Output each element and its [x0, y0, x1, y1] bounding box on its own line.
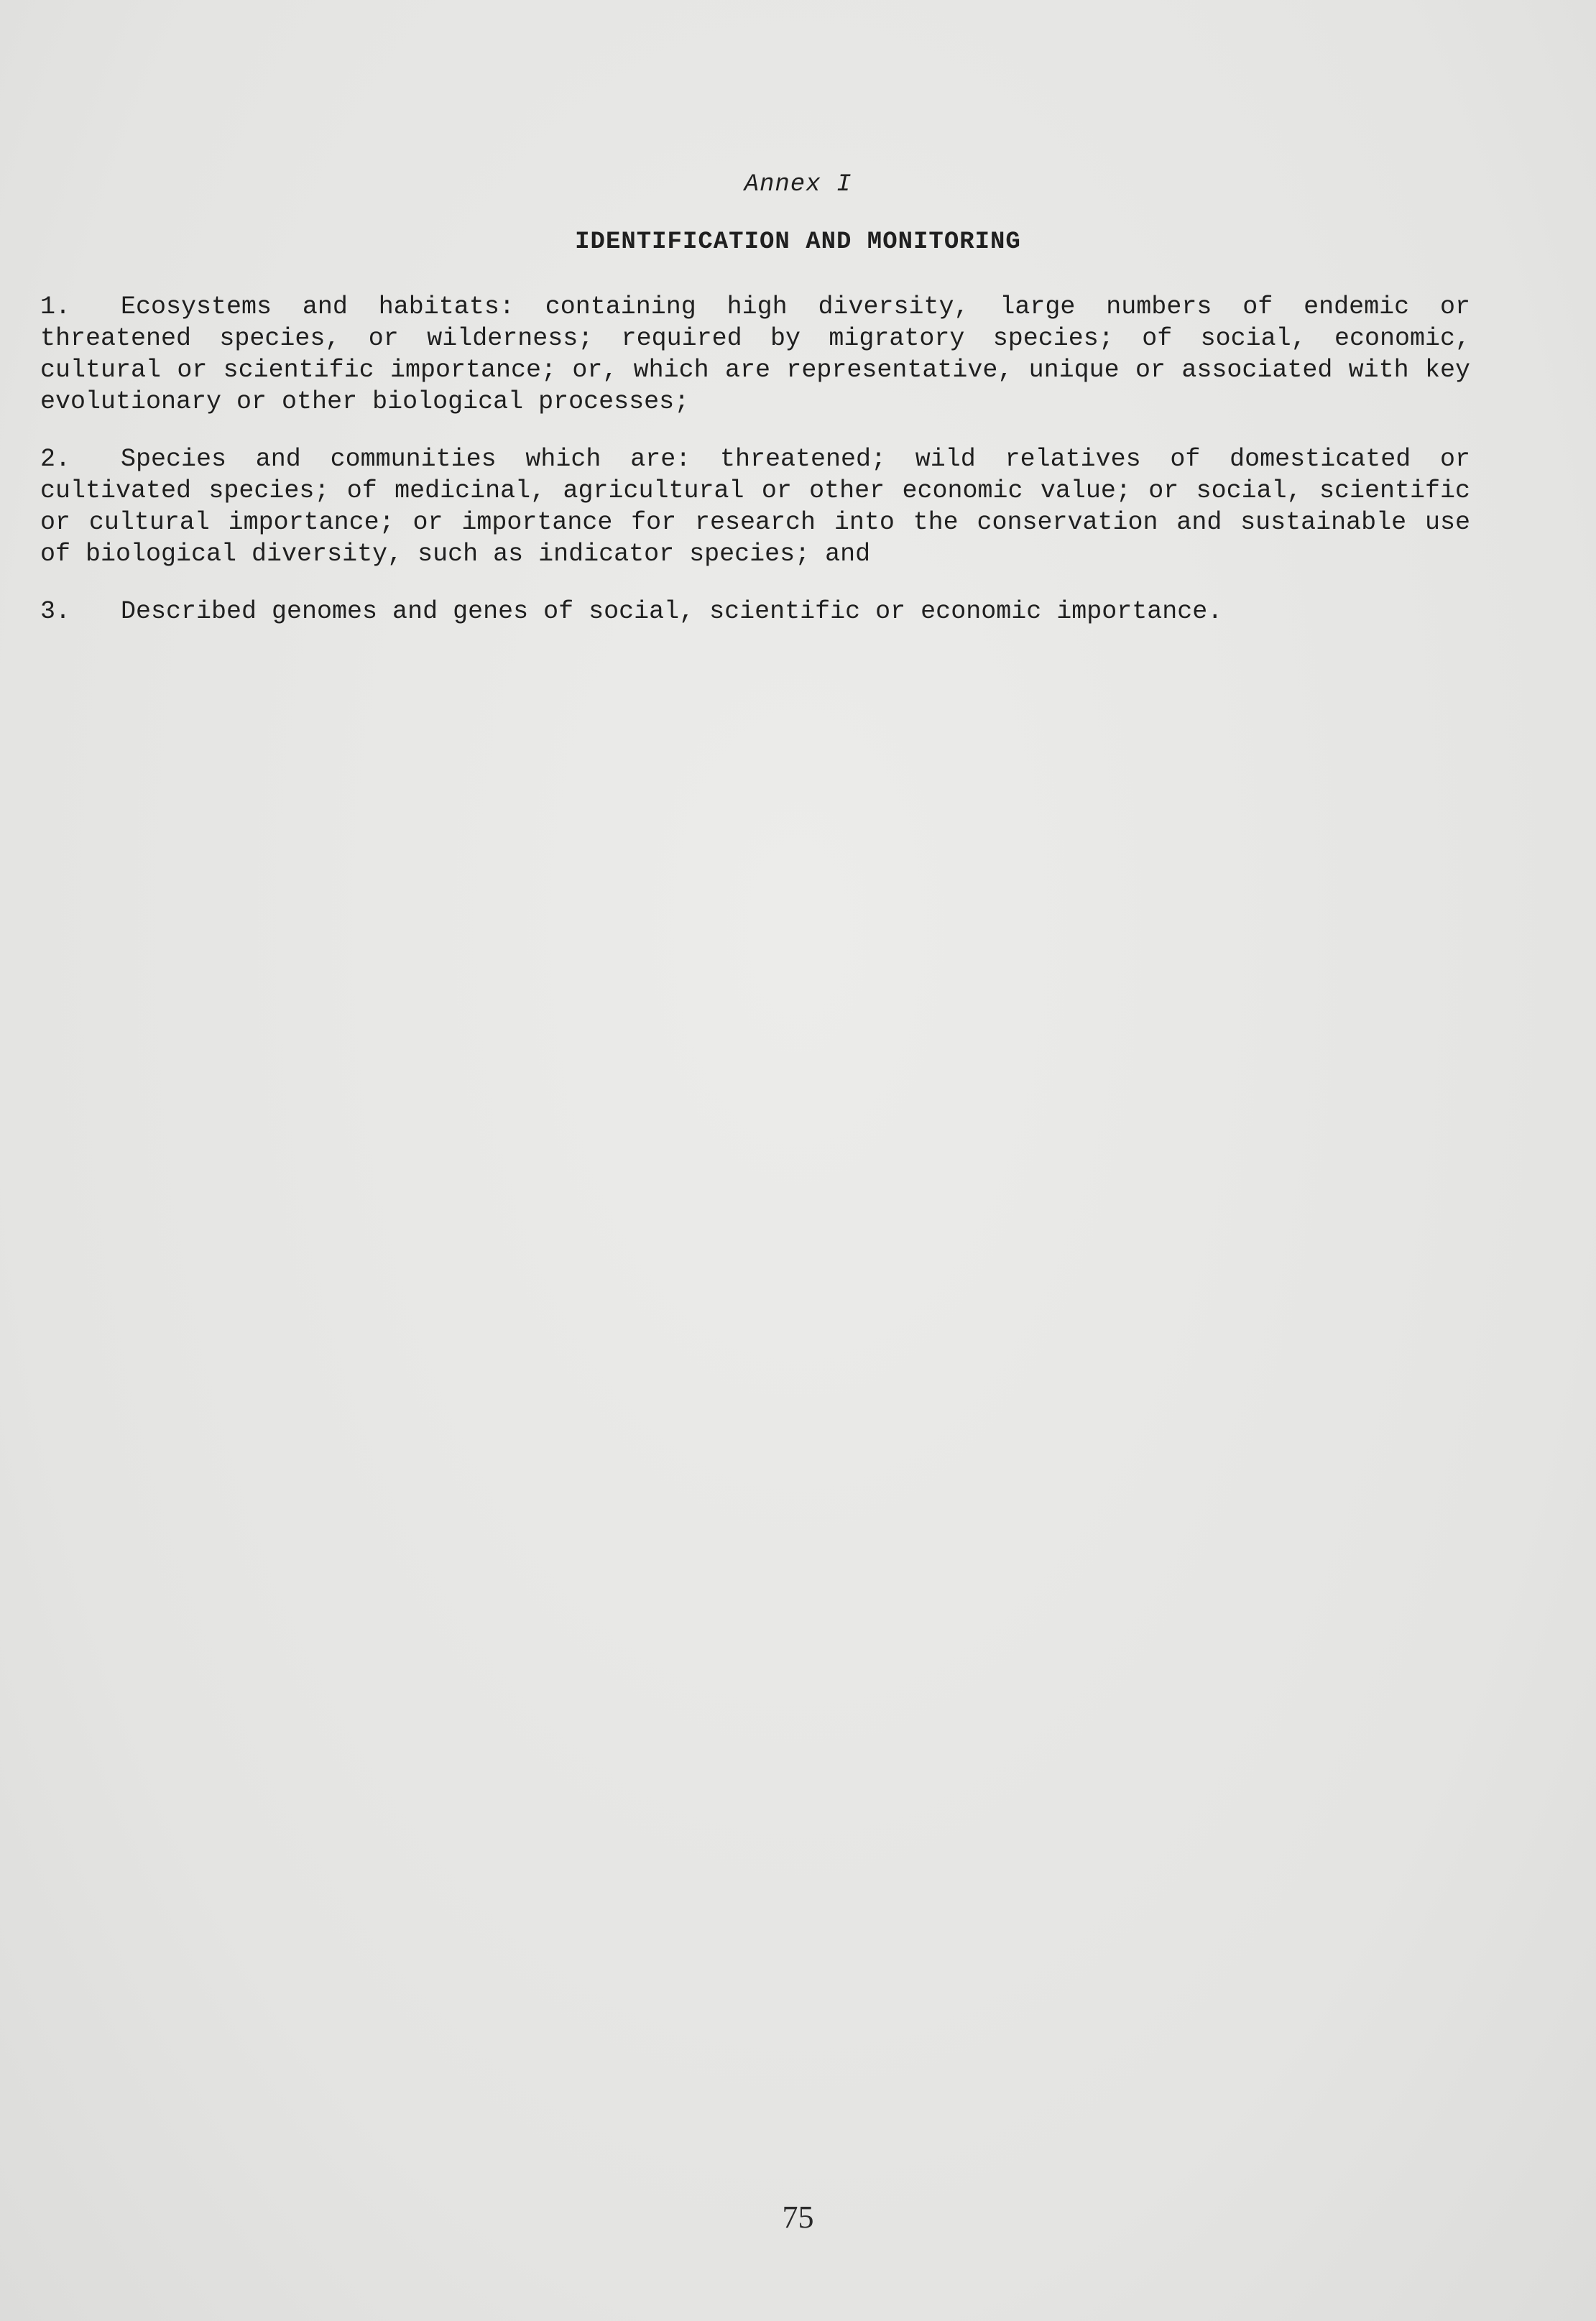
paragraph-1	[40, 291, 1470, 417]
paragraph-list	[40, 291, 1470, 653]
annex-label: Annex I	[744, 171, 852, 198]
page-title: IDENTIFICATION AND MONITORING	[575, 229, 1021, 256]
paragraph-number: 2.	[40, 445, 71, 474]
paragraph-3	[40, 596, 1470, 627]
paragraph-number: 1.	[40, 292, 71, 321]
paragraph-text: Described genomes and genes of social, scientific or economic importance.	[121, 597, 1223, 626]
page-number: 75	[782, 2200, 814, 2235]
paragraph-text: Ecosystems and habitats: containing high diversity, large numbers of endemic or threatened species, or wilderness; required by migratory species; of social, economic, cultural or scientific importance; or, which are representative, unique or associated with key evolutionary or other biological processes;	[40, 292, 1470, 416]
paragraph-2	[40, 443, 1470, 570]
paragraph-number: 3.	[40, 597, 71, 626]
paragraph-text: Species and communities which are: threatened; wild relatives of domesticated or cultivated species; of medicinal, agricultural or other economic value; or social, scientific or cultural importance; or importance for research into the conservation and sustainable use of biological diversity, such as indicator species; and	[40, 445, 1470, 568]
